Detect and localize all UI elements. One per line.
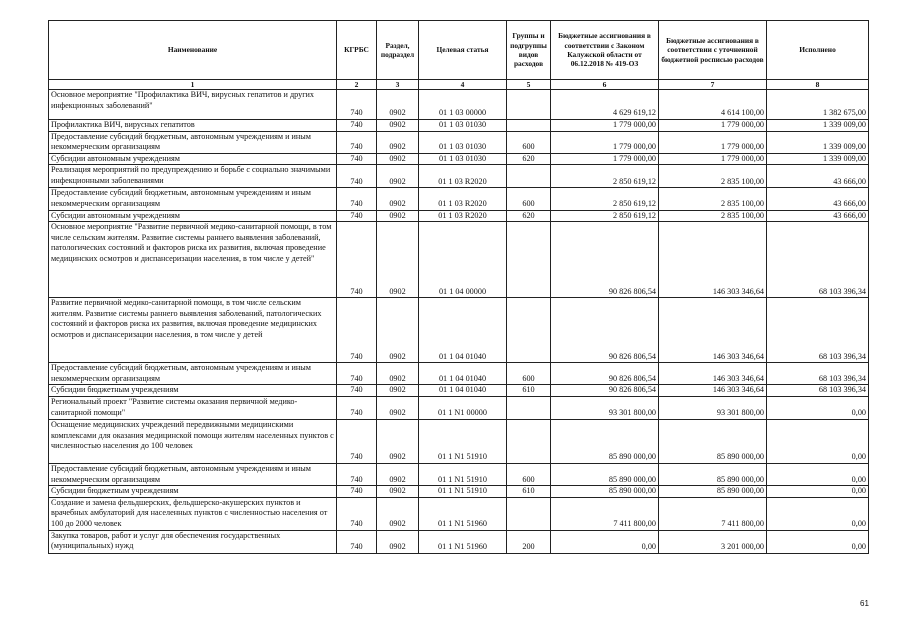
row-kgrbs: 740 [337, 153, 377, 165]
row-expense-group: 600 [507, 188, 551, 210]
row-expense-group [507, 419, 551, 463]
row-law-amount: 2 850 619,12 [551, 165, 659, 188]
col-number: 5 [507, 80, 551, 90]
row-name: Создание и замена фельдшерских, фельдшерско-акушерских пунктов и врачебных амбулаторий для населенных пунктов с численностью населения от 100 до 2000 человек [49, 497, 337, 530]
table-row [49, 463, 869, 485]
row-executed-amount: 43 666,00 [767, 165, 869, 188]
row-section: 0902 [377, 165, 419, 188]
col-number: 4 [419, 80, 507, 90]
row-refined-amount: 2 835 100,00 [659, 188, 767, 210]
row-expense-group: 620 [507, 210, 551, 222]
row-section: 0902 [377, 90, 419, 120]
row-executed-amount: 1 339 009,00 [767, 120, 869, 132]
row-refined-amount: 7 411 800,00 [659, 497, 767, 530]
table-row [49, 222, 869, 298]
page-number: 61 [860, 599, 869, 608]
row-section: 0902 [377, 298, 419, 363]
row-law-amount: 4 629 619,12 [551, 90, 659, 120]
row-refined-amount: 3 201 000,00 [659, 530, 767, 553]
row-section: 0902 [377, 188, 419, 210]
row-expense-group: 620 [507, 153, 551, 165]
budget-document [48, 20, 868, 554]
row-law-amount: 2 850 619,12 [551, 210, 659, 222]
row-expense-group: 600 [507, 463, 551, 485]
row-section: 0902 [377, 222, 419, 298]
row-executed-amount: 0,00 [767, 530, 869, 553]
table-row [49, 497, 869, 530]
row-target-article: 01 1 03 R2020 [419, 188, 507, 210]
row-law-amount: 85 890 000,00 [551, 486, 659, 498]
row-target-article: 01 1 N1 51910 [419, 463, 507, 485]
row-law-amount: 1 779 000,00 [551, 120, 659, 132]
row-kgrbs: 740 [337, 298, 377, 363]
header-executed: Исполнено [767, 21, 869, 80]
row-kgrbs: 740 [337, 363, 377, 385]
row-executed-amount: 0,00 [767, 419, 869, 463]
row-name: Закупка товаров, работ и услуг для обеспечения государственных (муниципальных) нужд [49, 530, 337, 553]
row-expense-group [507, 222, 551, 298]
row-section: 0902 [377, 210, 419, 222]
row-refined-amount: 2 835 100,00 [659, 210, 767, 222]
row-executed-amount: 0,00 [767, 486, 869, 498]
row-law-amount: 0,00 [551, 530, 659, 553]
header-row [49, 21, 869, 80]
row-target-article: 01 1 03 01030 [419, 153, 507, 165]
row-refined-amount: 1 779 000,00 [659, 120, 767, 132]
row-name: Субсидии автономным учреждениям [49, 153, 337, 165]
row-refined-amount: 2 835 100,00 [659, 165, 767, 188]
col-number: 1 [49, 80, 337, 90]
row-target-article: 01 1 03 01030 [419, 120, 507, 132]
row-section: 0902 [377, 530, 419, 553]
row-section: 0902 [377, 497, 419, 530]
table-row [49, 298, 869, 363]
row-name: Предоставление субсидий бюджетным, автономным учреждениям и иным некоммерческим организациям [49, 363, 337, 385]
row-name: Предоставление субсидий бюджетным, автономным учреждениям и иным некоммерческим организациям [49, 188, 337, 210]
row-refined-amount: 146 303 346,64 [659, 363, 767, 385]
row-refined-amount: 146 303 346,64 [659, 298, 767, 363]
col-number: 7 [659, 80, 767, 90]
row-target-article: 01 1 04 01040 [419, 363, 507, 385]
row-kgrbs: 740 [337, 120, 377, 132]
row-target-article: 01 1 03 00000 [419, 90, 507, 120]
table-row [49, 165, 869, 188]
table-row [49, 419, 869, 463]
row-kgrbs: 740 [337, 463, 377, 485]
row-target-article: 01 1 03 R2020 [419, 210, 507, 222]
row-law-amount: 90 826 806,54 [551, 298, 659, 363]
row-target-article: 01 1 N1 00000 [419, 396, 507, 419]
col-number: 8 [767, 80, 869, 90]
row-expense-group [507, 298, 551, 363]
row-refined-amount: 85 890 000,00 [659, 419, 767, 463]
row-section: 0902 [377, 120, 419, 132]
row-executed-amount: 0,00 [767, 463, 869, 485]
table-row [49, 131, 869, 153]
row-name: Региональный проект "Развитие системы оказания первичной медико-санитарной помощи" [49, 396, 337, 419]
row-executed-amount: 68 103 396,34 [767, 385, 869, 397]
row-expense-group: 610 [507, 385, 551, 397]
row-kgrbs: 740 [337, 419, 377, 463]
row-target-article: 01 1 N1 51960 [419, 530, 507, 553]
row-target-article: 01 1 N1 51910 [419, 419, 507, 463]
table-row [49, 120, 869, 132]
row-law-amount: 2 850 619,12 [551, 188, 659, 210]
row-name: Основное мероприятие "Развитие первичной медико-санитарной помощи, в том числе сельским жителям. Развитие системы раннего выявления заболеваний, патологических состояний и факторов риска их развития, включая проведение медицинских осмотров и диспансеризации населения, в том числе у детей" [49, 222, 337, 298]
row-executed-amount: 1 339 009,00 [767, 131, 869, 153]
budget-table [48, 20, 869, 554]
row-section: 0902 [377, 419, 419, 463]
row-section: 0902 [377, 363, 419, 385]
table-row [49, 385, 869, 397]
row-target-article: 01 1 04 01040 [419, 385, 507, 397]
row-executed-amount: 1 382 675,00 [767, 90, 869, 120]
row-refined-amount: 93 301 800,00 [659, 396, 767, 419]
row-kgrbs: 740 [337, 385, 377, 397]
row-refined-amount: 146 303 346,64 [659, 385, 767, 397]
header-target: Целевая статья [419, 21, 507, 80]
header-kgrbs: КГРБС [337, 21, 377, 80]
row-law-amount: 7 411 800,00 [551, 497, 659, 530]
row-kgrbs: 740 [337, 530, 377, 553]
row-refined-amount: 4 614 100,00 [659, 90, 767, 120]
row-executed-amount: 0,00 [767, 396, 869, 419]
row-kgrbs: 740 [337, 210, 377, 222]
row-law-amount: 90 826 806,54 [551, 385, 659, 397]
row-section: 0902 [377, 153, 419, 165]
row-expense-group: 610 [507, 486, 551, 498]
table-row [49, 188, 869, 210]
row-executed-amount: 43 666,00 [767, 188, 869, 210]
table-row [49, 530, 869, 553]
row-refined-amount: 146 303 346,64 [659, 222, 767, 298]
row-kgrbs: 740 [337, 131, 377, 153]
row-law-amount: 90 826 806,54 [551, 222, 659, 298]
row-refined-amount: 1 779 000,00 [659, 131, 767, 153]
row-section: 0902 [377, 396, 419, 419]
col-number: 2 [337, 80, 377, 90]
row-name: Развитие первичной медико-санитарной помощи, в том числе сельским жителям. Развитие системы раннего выявления заболеваний, патологических состояний и факторов риска их развития, включая проведение медицинских осмотров и диспансеризации населения, в том числе у детей [49, 298, 337, 363]
row-name: Предоставление субсидий бюджетным, автономным учреждениям и иным некоммерческим организациям [49, 131, 337, 153]
row-refined-amount: 1 779 000,00 [659, 153, 767, 165]
row-executed-amount: 68 103 396,34 [767, 363, 869, 385]
row-section: 0902 [377, 385, 419, 397]
row-name: Основное мероприятие "Профилактика ВИЧ, вирусных гепатитов и других инфекционных заболеваний" [49, 90, 337, 120]
row-section: 0902 [377, 486, 419, 498]
row-section: 0902 [377, 463, 419, 485]
row-name: Субсидии бюджетным учреждениям [49, 385, 337, 397]
row-name: Предоставление субсидий бюджетным, автономным учреждениям и иным некоммерческим организациям [49, 463, 337, 485]
table-row [49, 210, 869, 222]
row-law-amount: 90 826 806,54 [551, 363, 659, 385]
row-executed-amount: 1 339 009,00 [767, 153, 869, 165]
row-law-amount: 93 301 800,00 [551, 396, 659, 419]
row-law-amount: 85 890 000,00 [551, 463, 659, 485]
row-name: Оснащение медицинских учреждений передвижными медицинскими комплексами для оказания медицинской помощи жителям населенных пунктов с численностью населения до 100 человек [49, 419, 337, 463]
row-expense-group: 600 [507, 363, 551, 385]
column-number-row [49, 80, 869, 90]
row-section: 0902 [377, 131, 419, 153]
table-row [49, 396, 869, 419]
row-expense-group [507, 90, 551, 120]
row-law-amount: 85 890 000,00 [551, 419, 659, 463]
table-body [49, 90, 869, 554]
row-target-article: 01 1 N1 51960 [419, 497, 507, 530]
row-law-amount: 1 779 000,00 [551, 153, 659, 165]
row-kgrbs: 740 [337, 396, 377, 419]
table-row [49, 90, 869, 120]
row-kgrbs: 740 [337, 222, 377, 298]
table-row [49, 486, 869, 498]
row-target-article: 01 1 03 R2020 [419, 165, 507, 188]
header-group: Группы и подгруппы видов расходов [507, 21, 551, 80]
row-expense-group [507, 165, 551, 188]
row-name: Субсидии бюджетным учреждениям [49, 486, 337, 498]
row-executed-amount: 68 103 396,34 [767, 298, 869, 363]
row-expense-group [507, 396, 551, 419]
row-kgrbs: 740 [337, 90, 377, 120]
table-row [49, 153, 869, 165]
row-law-amount: 1 779 000,00 [551, 131, 659, 153]
row-expense-group: 600 [507, 131, 551, 153]
row-kgrbs: 740 [337, 486, 377, 498]
row-target-article: 01 1 N1 51910 [419, 486, 507, 498]
row-refined-amount: 85 890 000,00 [659, 463, 767, 485]
row-executed-amount: 68 103 396,34 [767, 222, 869, 298]
row-executed-amount: 43 666,00 [767, 210, 869, 222]
row-refined-amount: 85 890 000,00 [659, 486, 767, 498]
row-expense-group [507, 497, 551, 530]
row-name: Профилактика ВИЧ, вирусных гепатитов [49, 120, 337, 132]
row-target-article: 01 1 03 01030 [419, 131, 507, 153]
row-target-article: 01 1 04 01040 [419, 298, 507, 363]
row-target-article: 01 1 04 00000 [419, 222, 507, 298]
header-name: Наименование [49, 21, 337, 80]
row-kgrbs: 740 [337, 188, 377, 210]
row-name: Реализация мероприятий по предупреждению и борьбе с социально значимыми инфекционными заболеваниями [49, 165, 337, 188]
header-section: Раздел, подраздел [377, 21, 419, 80]
row-expense-group: 200 [507, 530, 551, 553]
header-refined: Бюджетные ассигнования в соответствии с уточненной бюджетной росписью расходов [659, 21, 767, 80]
row-name: Субсидии автономным учреждениям [49, 210, 337, 222]
row-kgrbs: 740 [337, 497, 377, 530]
col-number: 6 [551, 80, 659, 90]
table-row [49, 363, 869, 385]
row-expense-group [507, 120, 551, 132]
row-kgrbs: 740 [337, 165, 377, 188]
row-executed-amount: 0,00 [767, 497, 869, 530]
header-law: Бюджетные ассигнования в соответствии с Законом Калужской области от 06.12.2018 № 419-ОЗ [551, 21, 659, 80]
col-number: 3 [377, 80, 419, 90]
